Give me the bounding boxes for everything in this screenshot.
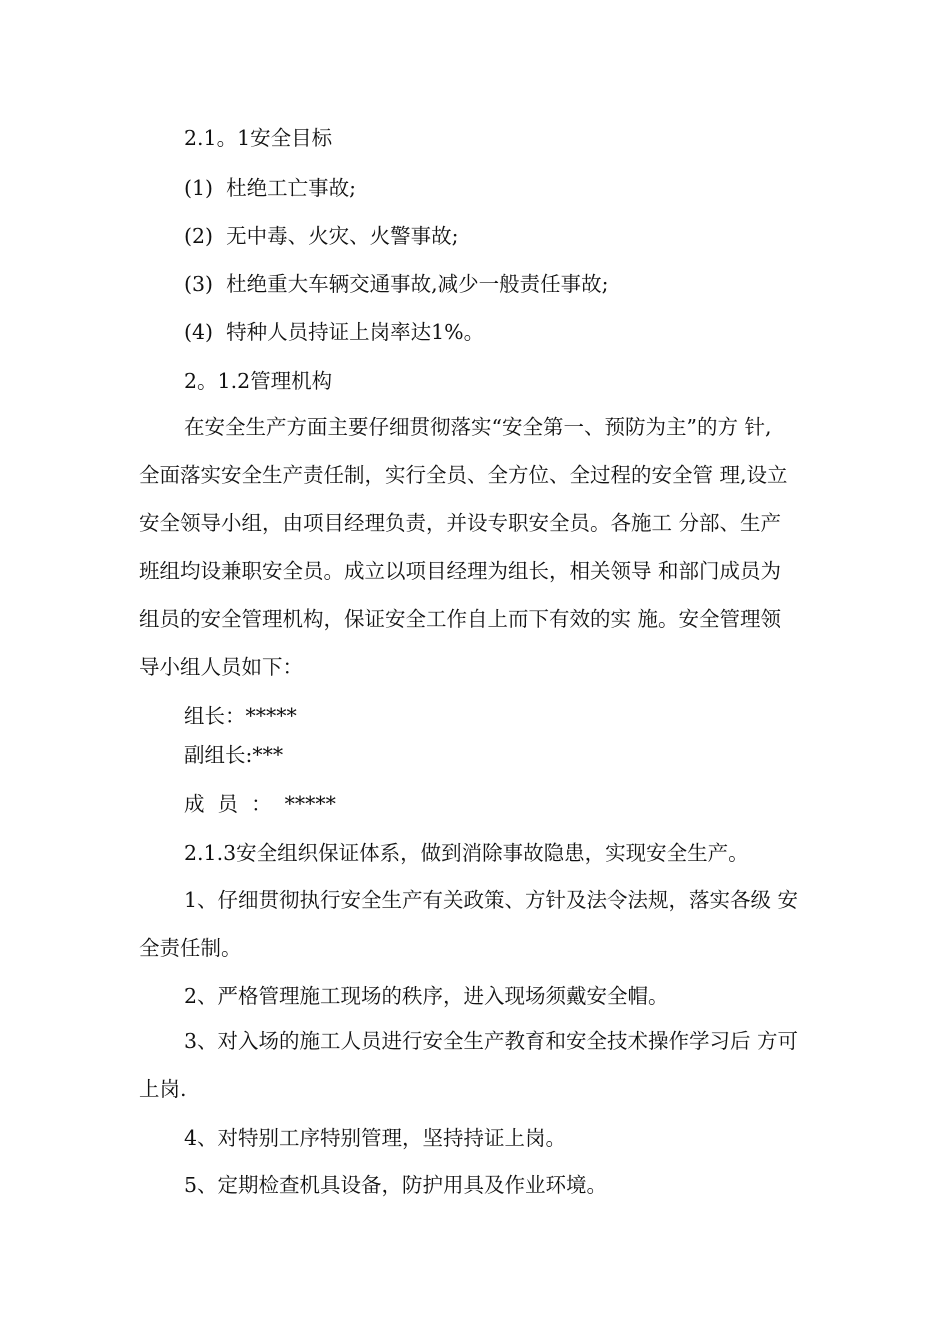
measure-2: 2、严格管理施工现场的秩序，进入现场须戴安全帽。 bbox=[184, 984, 669, 1008]
measure-4: 4、对特别工序特别管理，坚持持证上岗。 bbox=[184, 1126, 567, 1150]
paragraph-line-6: 导小组人员如下： bbox=[139, 655, 303, 679]
roster-leader: 组长：***** bbox=[184, 704, 297, 728]
paragraph-line-2: 全面落实安全生产责任制，实行全员、全方位、全过程的安全管 理,设立 bbox=[139, 463, 788, 487]
measure-5: 5、定期检查机具设备，防护用具及作业环境。 bbox=[184, 1173, 608, 1197]
measure-1-line-1: 1、仔细贯彻执行安全生产有关政策、方针及法令法规，落实各级 安 bbox=[184, 888, 799, 912]
goal-item-4: (4) 特种人员持证上岗率达1%。 bbox=[184, 320, 485, 344]
heading-safety-goals: 2.1。1安全目标 bbox=[184, 126, 333, 150]
paragraph-line-5: 组员的安全管理机构，保证安全工作自上而下有效的实 施。安全管理领 bbox=[139, 607, 782, 631]
measure-3-line-2: 上岗. bbox=[139, 1077, 187, 1101]
roster-deputy: 副组长:*** bbox=[184, 743, 284, 767]
roster-members: 成 员 ： ***** bbox=[184, 792, 336, 816]
heading-management-org: 2。1.2管理机构 bbox=[184, 369, 333, 393]
measure-1-line-2: 全责任制。 bbox=[139, 936, 242, 960]
paragraph-line-4: 班组均设兼职安全员。成立以项目经理为组长，相关领导 和部门成员为 bbox=[139, 559, 782, 583]
goal-item-1: (1) 杜绝工亡事故; bbox=[184, 176, 356, 200]
goal-item-3: (3) 杜绝重大车辆交通事故,减少一般责任事故; bbox=[184, 272, 609, 296]
paragraph-line-3: 安全领导小组，由项目经理负责，并设专职安全员。各施工 分部、生产 bbox=[139, 511, 782, 535]
goal-item-2: (2) 无中毒、火灾、火警事故; bbox=[184, 224, 459, 248]
measure-3-line-1: 3、对入场的施工人员进行安全生产教育和安全技术操作学习后 方可 bbox=[184, 1029, 799, 1053]
paragraph-line-1: 在安全生产方面主要仔细贯彻落实“安全第一、预防为主”的方 针, bbox=[184, 415, 772, 439]
heading-safety-system: 2.1.3安全组织保证体系，做到消除事故隐患，实现安全生产。 bbox=[184, 841, 749, 865]
